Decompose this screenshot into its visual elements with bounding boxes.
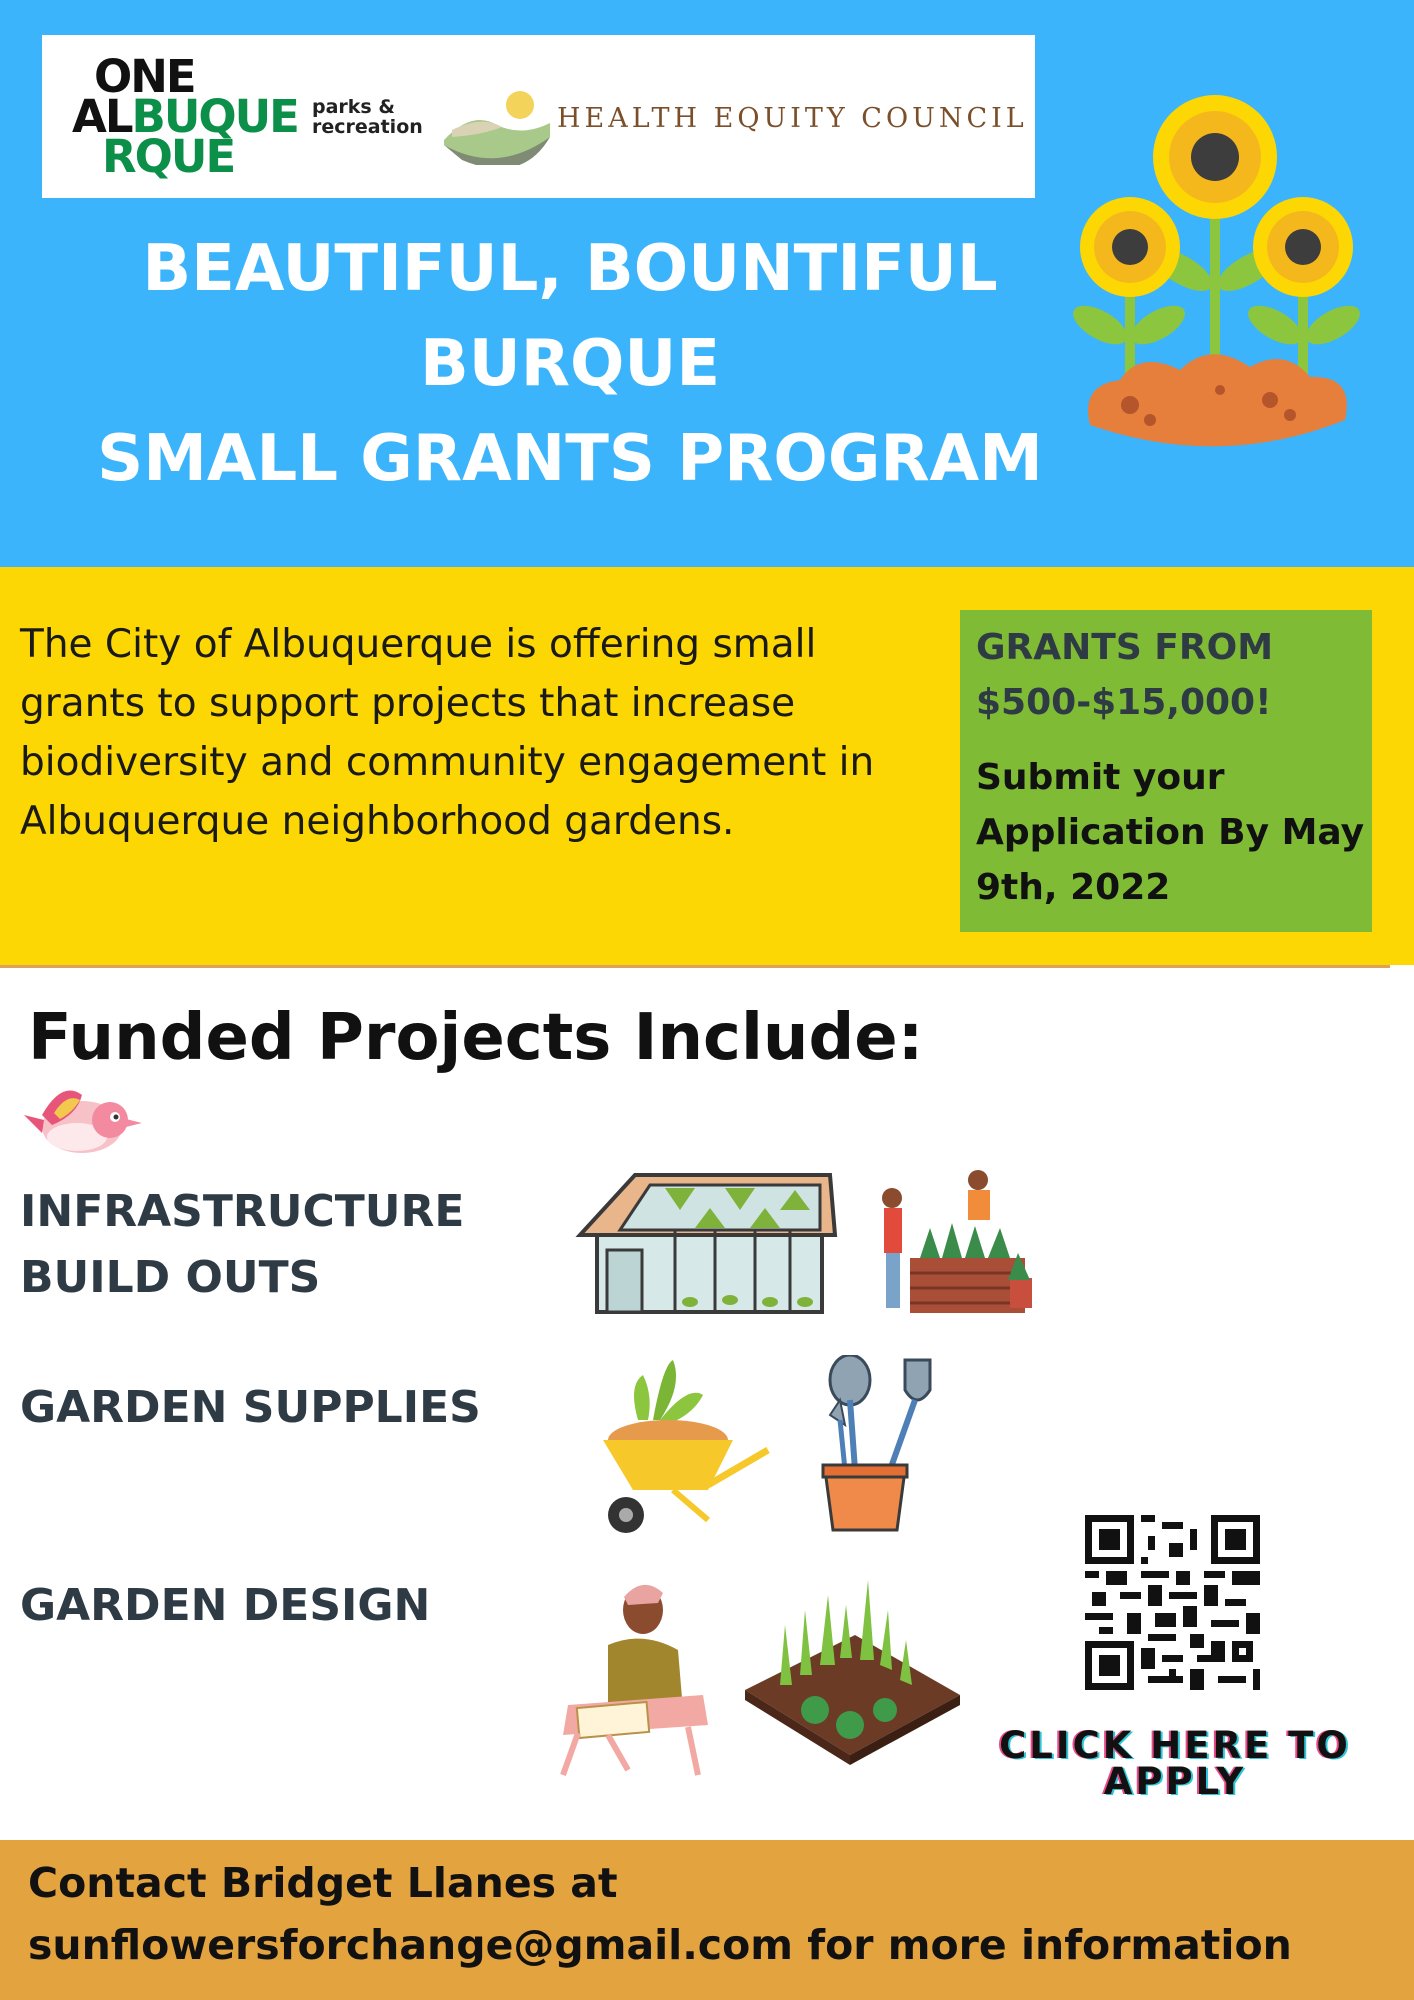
intro-text: The City of Albuquerque is offering small grants to support projects that increase biodiversity and community engagement in Albuquerque neighborhood gardens. <box>20 622 875 844</box>
apply-link[interactable]: CLICK HERE TO APPLY <box>999 1724 1351 1803</box>
category-garden-design: GARDEN DESIGN <box>20 1580 431 1631</box>
logo-rque: RQUE <box>102 130 235 183</box>
funded-projects-heading: Funded Projects Include: <box>28 1001 924 1075</box>
title-line-3: SMALL GRANTS PROGRAM <box>97 422 1043 496</box>
category-garden-supplies: GARDEN SUPPLIES <box>20 1382 481 1433</box>
logo-one: ONE <box>94 50 195 103</box>
program-title <box>70 222 1070 507</box>
health-equity-mountain-icon <box>442 85 552 165</box>
tools-bucket-icon <box>815 1355 945 1535</box>
section-divider <box>0 965 1390 968</box>
logo-buque: BUQUE <box>131 90 298 143</box>
parks-recreation-label: parks & recreation <box>312 96 423 138</box>
garden-bed-icon <box>740 1580 965 1770</box>
designer-icon <box>548 1575 713 1780</box>
grant-info-box <box>960 610 1372 932</box>
title-line-2: BURQUE <box>419 327 721 401</box>
category-infrastructure: INFRASTRUCTURE BUILD OUTS <box>20 1186 465 1303</box>
grant-deadline: Submit your Application By May 9th, 2022 <box>976 757 1365 908</box>
gardeners-icon <box>880 1168 1040 1318</box>
logo-bar <box>42 35 1035 198</box>
qr-code-icon[interactable] <box>1085 1515 1260 1690</box>
logo-al: AL <box>72 90 132 143</box>
title-line-1: BEAUTIFUL, BOUNTIFUL <box>142 232 998 306</box>
contact-line-2: sunflowersforchange@gmail.com for more information <box>28 1921 1292 1969</box>
contact-info <box>28 1852 1398 1976</box>
contact-line-1: Contact Bridget Llanes at <box>28 1859 618 1907</box>
greenhouse-icon <box>575 1170 840 1318</box>
health-equity-council-label: HEALTH EQUITY COUNCIL <box>557 103 1028 134</box>
grant-amount: GRANTS FROM $500-$15,000! <box>976 627 1274 723</box>
bird-icon <box>22 1075 142 1160</box>
one-albuquerque-logo <box>72 50 332 183</box>
wheelbarrow-icon <box>598 1355 773 1535</box>
sunflower-icon <box>1070 85 1370 475</box>
